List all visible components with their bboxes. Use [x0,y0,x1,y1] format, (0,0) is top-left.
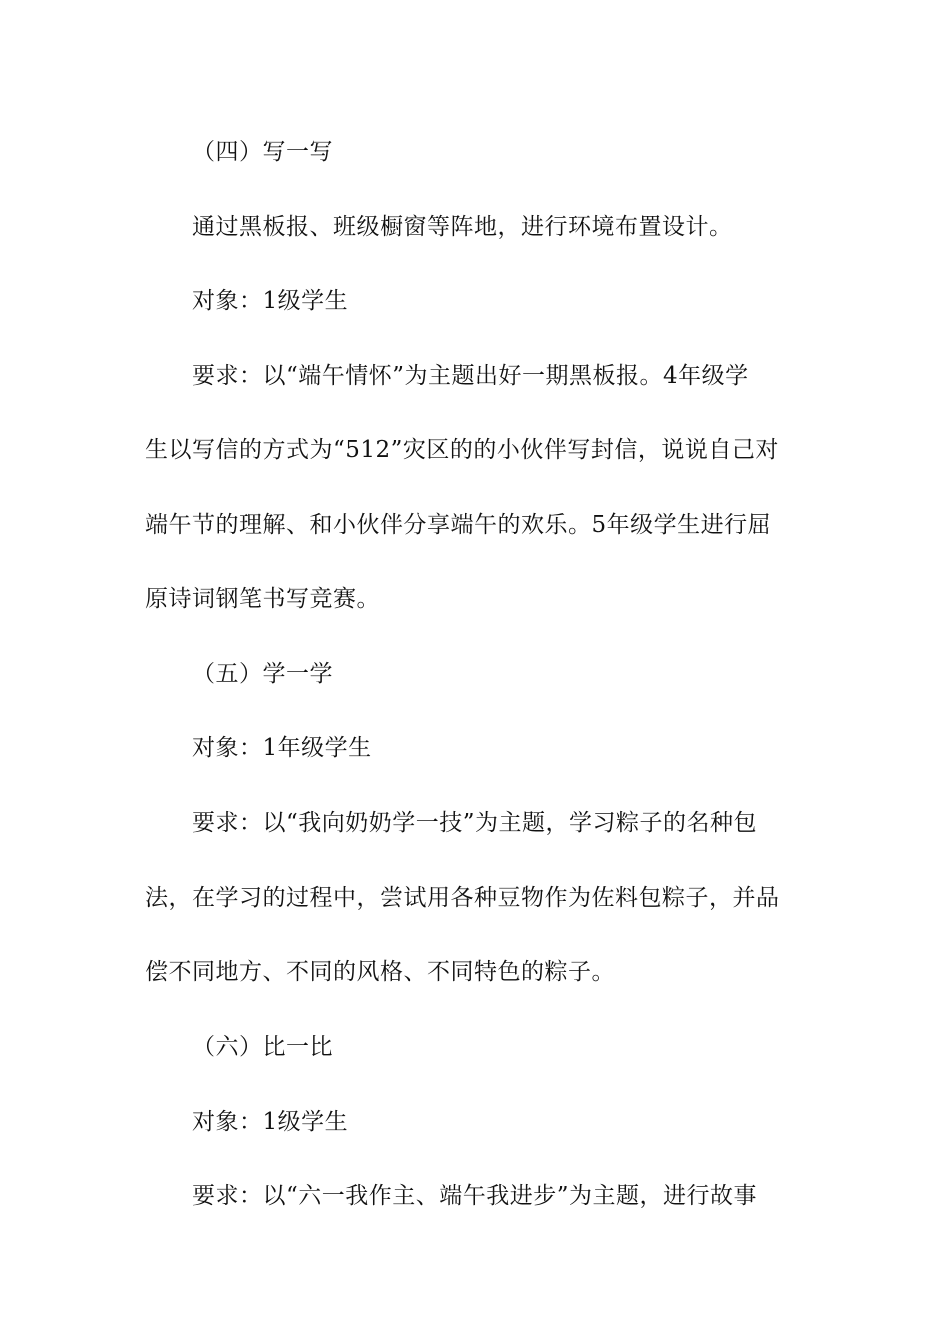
paragraph-line: 对象：1级学生 [192,1109,349,1135]
paragraph-line: 要求：以“六一我作主、端午我进步”为主题，进行故事 [192,1183,758,1209]
paragraph-line: 法，在学习的过程中，尝试用各种豆物作为佐料包粽子，并品 [145,885,780,911]
paragraph-line: 原诗词钢笔书写竞赛。 [145,586,380,612]
section-heading-four: （四）写一写 [192,139,333,165]
paragraph-line: 端午节的理解、和小伙伴分享端午的欢乐。5年级学生进行屈 [145,512,772,538]
paragraph-line: 通过黑板报、班级橱窗等阵地，进行环境布置设计。 [192,214,733,240]
paragraph-line: 偿不同地方、不同的风格、不同特色的粽子。 [145,959,615,985]
section-heading-five: （五）学一学 [192,661,333,687]
paragraph-line: 生以写信的方式为“512”灾区的的小伙伴写封信，说说自己对 [145,437,779,463]
section-heading-six: （六）比一比 [192,1034,333,1060]
paragraph-line: 要求：以“我向奶奶学一技”为主题，学习粽子的名种包 [192,810,758,836]
paragraph-line: 对象：1级学生 [192,288,349,314]
paragraph-line: 对象：1年级学生 [192,735,372,761]
paragraph-line: 要求：以“端午情怀”为主题出好一期黑板报。4年级学 [192,363,749,389]
